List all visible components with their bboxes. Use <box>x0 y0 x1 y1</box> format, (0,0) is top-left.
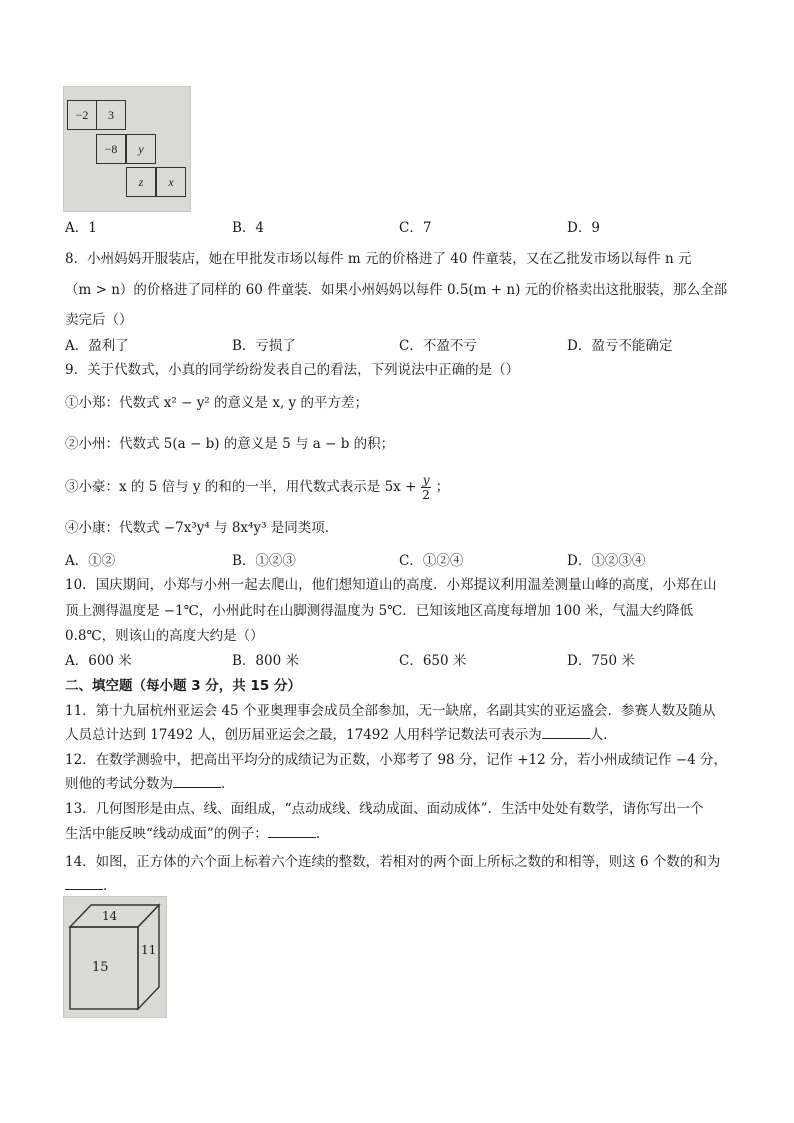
q11-line-2: 人员总计达到 17492 人，创历届亚运会之最，17492 人用科学记数法可表示为 人． <box>65 727 617 743</box>
net-cell: −2 <box>67 100 97 130</box>
q8-line-1: 8．小州妈妈开服装店，她在甲批发市场以每件 m 元的价格进了 40 件童装，又在乙批发市场以每件 n 元 <box>65 251 692 267</box>
q7-option-c: C．7 <box>399 220 432 236</box>
net-cell: z <box>126 167 156 197</box>
q10-line-3: 0.8℃，则该山的高度大约是（） <box>65 628 264 644</box>
q10-line-2: 顶上测得温度是 −1℃，小州此时在山脚测得温度为 5℃．已知该地区高度每增加 100 米，气温大约降低 <box>65 603 694 619</box>
fraction-denominator: 2 <box>422 488 430 502</box>
net-cell: y <box>126 134 156 164</box>
q8-option-b: B．亏损了 <box>232 338 296 354</box>
q12-line-2: 则他的考试分数为 ． <box>65 776 235 792</box>
q13-line-1: 13．几何图形是由点、线、面组成，“点动成线、线动成面、面动成体”．生活中处处有数学，请你写出一个 <box>65 801 704 817</box>
cube-top-number: 14 <box>102 909 118 923</box>
q9-statement-3: ③小豪：x 的 5 倍与 y 的和的一半，用代数式表示是 5x + $\frac{y}{2}$ ； <box>65 473 450 502</box>
section-heading: 二、填空题（每小题 3 分，共 15 分） <box>65 678 301 694</box>
q10-option-c: C．650 米 <box>399 653 467 669</box>
q9-option-d: D．①②③④ <box>567 553 646 569</box>
cube-figure-photo <box>63 896 167 1018</box>
q9-statement-1: ①小郑：代数式 x² − y² 的意义是 x, y 的平方差； <box>65 395 368 411</box>
net-cell: 3 <box>96 100 126 130</box>
q14-line-1: 14．如图，正方体的六个面上标着六个连续的整数，若相对的两个面上所标之数的和相等，则这 6 个数的和为 <box>65 854 721 870</box>
q10-option-a: A．600 米 <box>65 653 132 669</box>
q8-line-2: （m > n）的价格进了同样的 60 件童装．如果小州妈妈以每件 0.5(m + n) 元的价格卖出这批服装，那么全部 <box>65 282 728 298</box>
q9-statement-2: ②小州：代数式 5(a − b) 的意义是 5 与 a − b 的积； <box>65 436 395 452</box>
q8-option-d: D．盈亏不能确定 <box>567 338 673 354</box>
net-figure-photo <box>63 86 191 212</box>
q8-option-a: A．盈利了 <box>65 338 129 354</box>
q9-stem: 9．关于代数式，小真的同学纷纷发表自己的看法，下列说法中正确的是（） <box>65 362 520 378</box>
q9-statement-4: ④小康：代数式 −7x³y⁴ 与 8x⁴y³ 是同类项． <box>65 520 339 536</box>
net-cell: x <box>156 167 186 197</box>
q7-option-d: D．9 <box>567 220 600 236</box>
q9-option-a: A．①② <box>65 553 116 569</box>
q7-option-b: B．4 <box>232 220 265 236</box>
answer-blank[interactable] <box>173 775 221 788</box>
q12-line-1: 12．在数学测验中，把高出平均分的成绩记为正数，小郑考了 98 分，记作 +12 分，若小州成绩记作 −4 分， <box>65 752 727 768</box>
net-cell: −8 <box>96 134 126 164</box>
cube-side-number: 11 <box>141 943 157 957</box>
cube-front-number: 15 <box>92 960 109 975</box>
q11-line-1: 11．第十九届杭州亚运会 45 个亚奥理事会成员全部参加，无一缺席，名副其实的亚运盛会．参赛人数及随从 <box>65 703 716 719</box>
q7-option-a: A．1 <box>65 220 97 236</box>
q14-line-2: ． <box>65 874 117 894</box>
q8-option-c: C．不盈不亏 <box>399 338 477 354</box>
q10-line-1: 10．国庆期间，小郑与小州一起去爬山，他们想知道山的高度．小郑提议利用温差测量山峰的高度，小郑在山 <box>65 577 717 593</box>
q9-option-b: B．①②③ <box>232 553 296 569</box>
answer-blank[interactable] <box>65 877 103 890</box>
answer-blank[interactable] <box>268 825 316 838</box>
fraction-numerator: y <box>422 473 430 487</box>
q9-option-c: C．①②④ <box>399 553 464 569</box>
q10-option-d: D．750 米 <box>567 653 635 669</box>
q13-line-2: 生活中能反映“线动成面”的例子： ． <box>65 826 330 842</box>
q10-option-b: B．800 米 <box>232 653 299 669</box>
q8-line-3: 卖完后（） <box>65 312 133 328</box>
answer-blank[interactable] <box>542 726 590 739</box>
